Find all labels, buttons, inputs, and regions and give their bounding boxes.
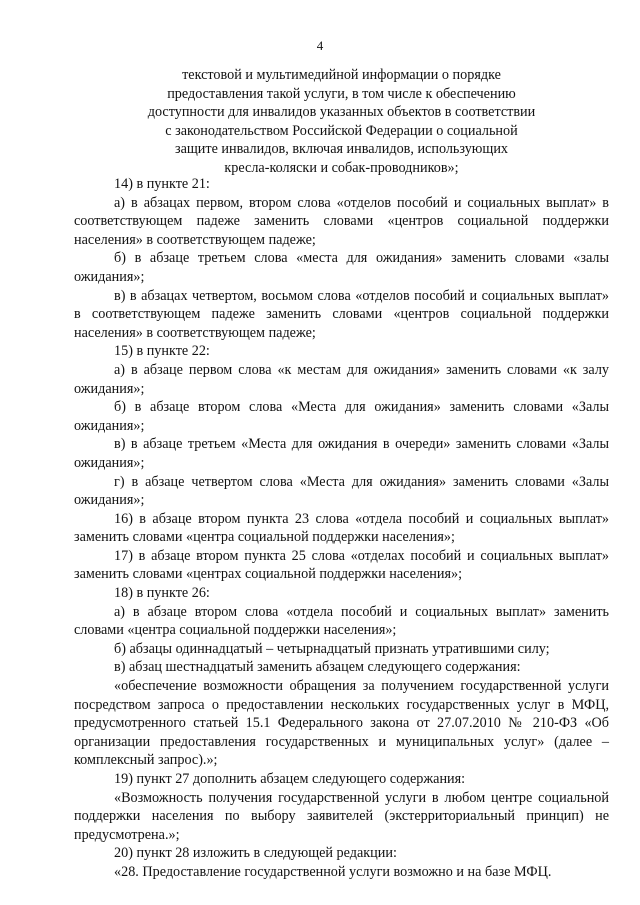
paragraph: в) абзац шестнадцатый заменить абзацем следующего содержания:	[114, 659, 521, 676]
paragraph: б) абзацы одиннадцатый – четырнадцатый признать утратившими силу;	[114, 640, 550, 657]
paragraph: а) в абзацах первом, втором слова «отделов пособий и социальных выплат» в соответствующем падеже заменить словами «центров социальной поддержки населения» в соответствующем падеже;	[74, 194, 609, 248]
page-number: 4	[316, 38, 324, 53]
paragraph: в) в абзацах четвертом, восьмом слова «отделов пособий и социальных выплат» в соответствующем падеже заменить словами «центров социальной поддержки населения» в соответствующем падеже;	[74, 287, 609, 341]
paragraph-quote: «Возможность получения государственной услуги в любом центре социальной поддержки населения по выбору заявителей (экстерриториальный принцип) не предусмотрена.»;	[74, 789, 609, 843]
paragraph: б) в абзаце третьем слова «места для ожидания» заменить словами «залы ожидания»;	[74, 250, 609, 285]
intro-quote-block	[74, 66, 609, 178]
paragraph: в) в абзаце третьем «Места для ожидания в очереди» заменить словами «Залы ожидания»;	[74, 436, 609, 471]
paragraph-item-14: 14) в пункте 21:	[114, 176, 210, 192]
paragraph-quote: «обеспечение возможности обращения за получением государственной услуги посредством запроса о предоставлении нескольких государственных услуг в МФЦ, предусмотренного статьей 15.1 Федерального закона от 27.07.2010 № 210-ФЗ «Об организации предоставления государственных и муниципальных услуг» (далее – комплексный запрос).»;	[74, 678, 609, 769]
intro-line: кресла-коляски и собак-проводников»;	[224, 159, 459, 176]
paragraph: б) в абзаце втором слова «Места для ожидания» заменить словами «Залы ожидания»;	[74, 399, 609, 434]
paragraph-item-16: 16) в абзаце втором пункта 23 слова «отдела пособий и социальных выплат» заменить словами «центра социальной поддержки населения»;	[74, 510, 609, 546]
paragraph-item-17: 17) в абзаце втором пункта 25 слова «отделах пособий и социальных выплат» заменить словами «центрах социальной поддержки населения»;	[74, 547, 609, 583]
intro-line: предоставления такой услуги, в том числе к обеспечению	[167, 85, 516, 102]
paragraph: а) в абзаце первом слова «к местам для ожидания» заменить словами «к залу ожидания»;	[74, 361, 609, 397]
paragraph-item-20: 20) пункт 28 изложить в следующей редакции:	[114, 845, 397, 862]
amendments-body	[74, 175, 609, 882]
paragraph-item-19: 19) пункт 27 дополнить абзацем следующего содержания:	[114, 771, 466, 787]
paragraph: а) в абзаце втором слова «отдела пособий и социальных выплат» заменить словами «центра социальной поддержки населения»;	[74, 603, 609, 639]
intro-line: защите инвалидов, включая инвалидов, использующих	[174, 141, 509, 158]
paragraph-quote: «28. Предоставление государственной услуги возможно и на базе МФЦ.	[114, 863, 552, 880]
intro-line: доступности для инвалидов указанных объектов в соответствии	[147, 104, 536, 121]
paragraph-item-15: 15) в пункте 22:	[114, 343, 210, 360]
paragraph-item-18: 18) в пункте 26:	[114, 585, 210, 602]
paragraph: г) в абзаце четвертом слова «Места для ожидания» заменить словами «Залы ожидания»;	[74, 473, 609, 509]
intro-line: текстовой и мультимедийной информации о порядке	[182, 67, 501, 83]
intro-line: с законодательством Российской Федерации о социальной	[165, 122, 518, 139]
